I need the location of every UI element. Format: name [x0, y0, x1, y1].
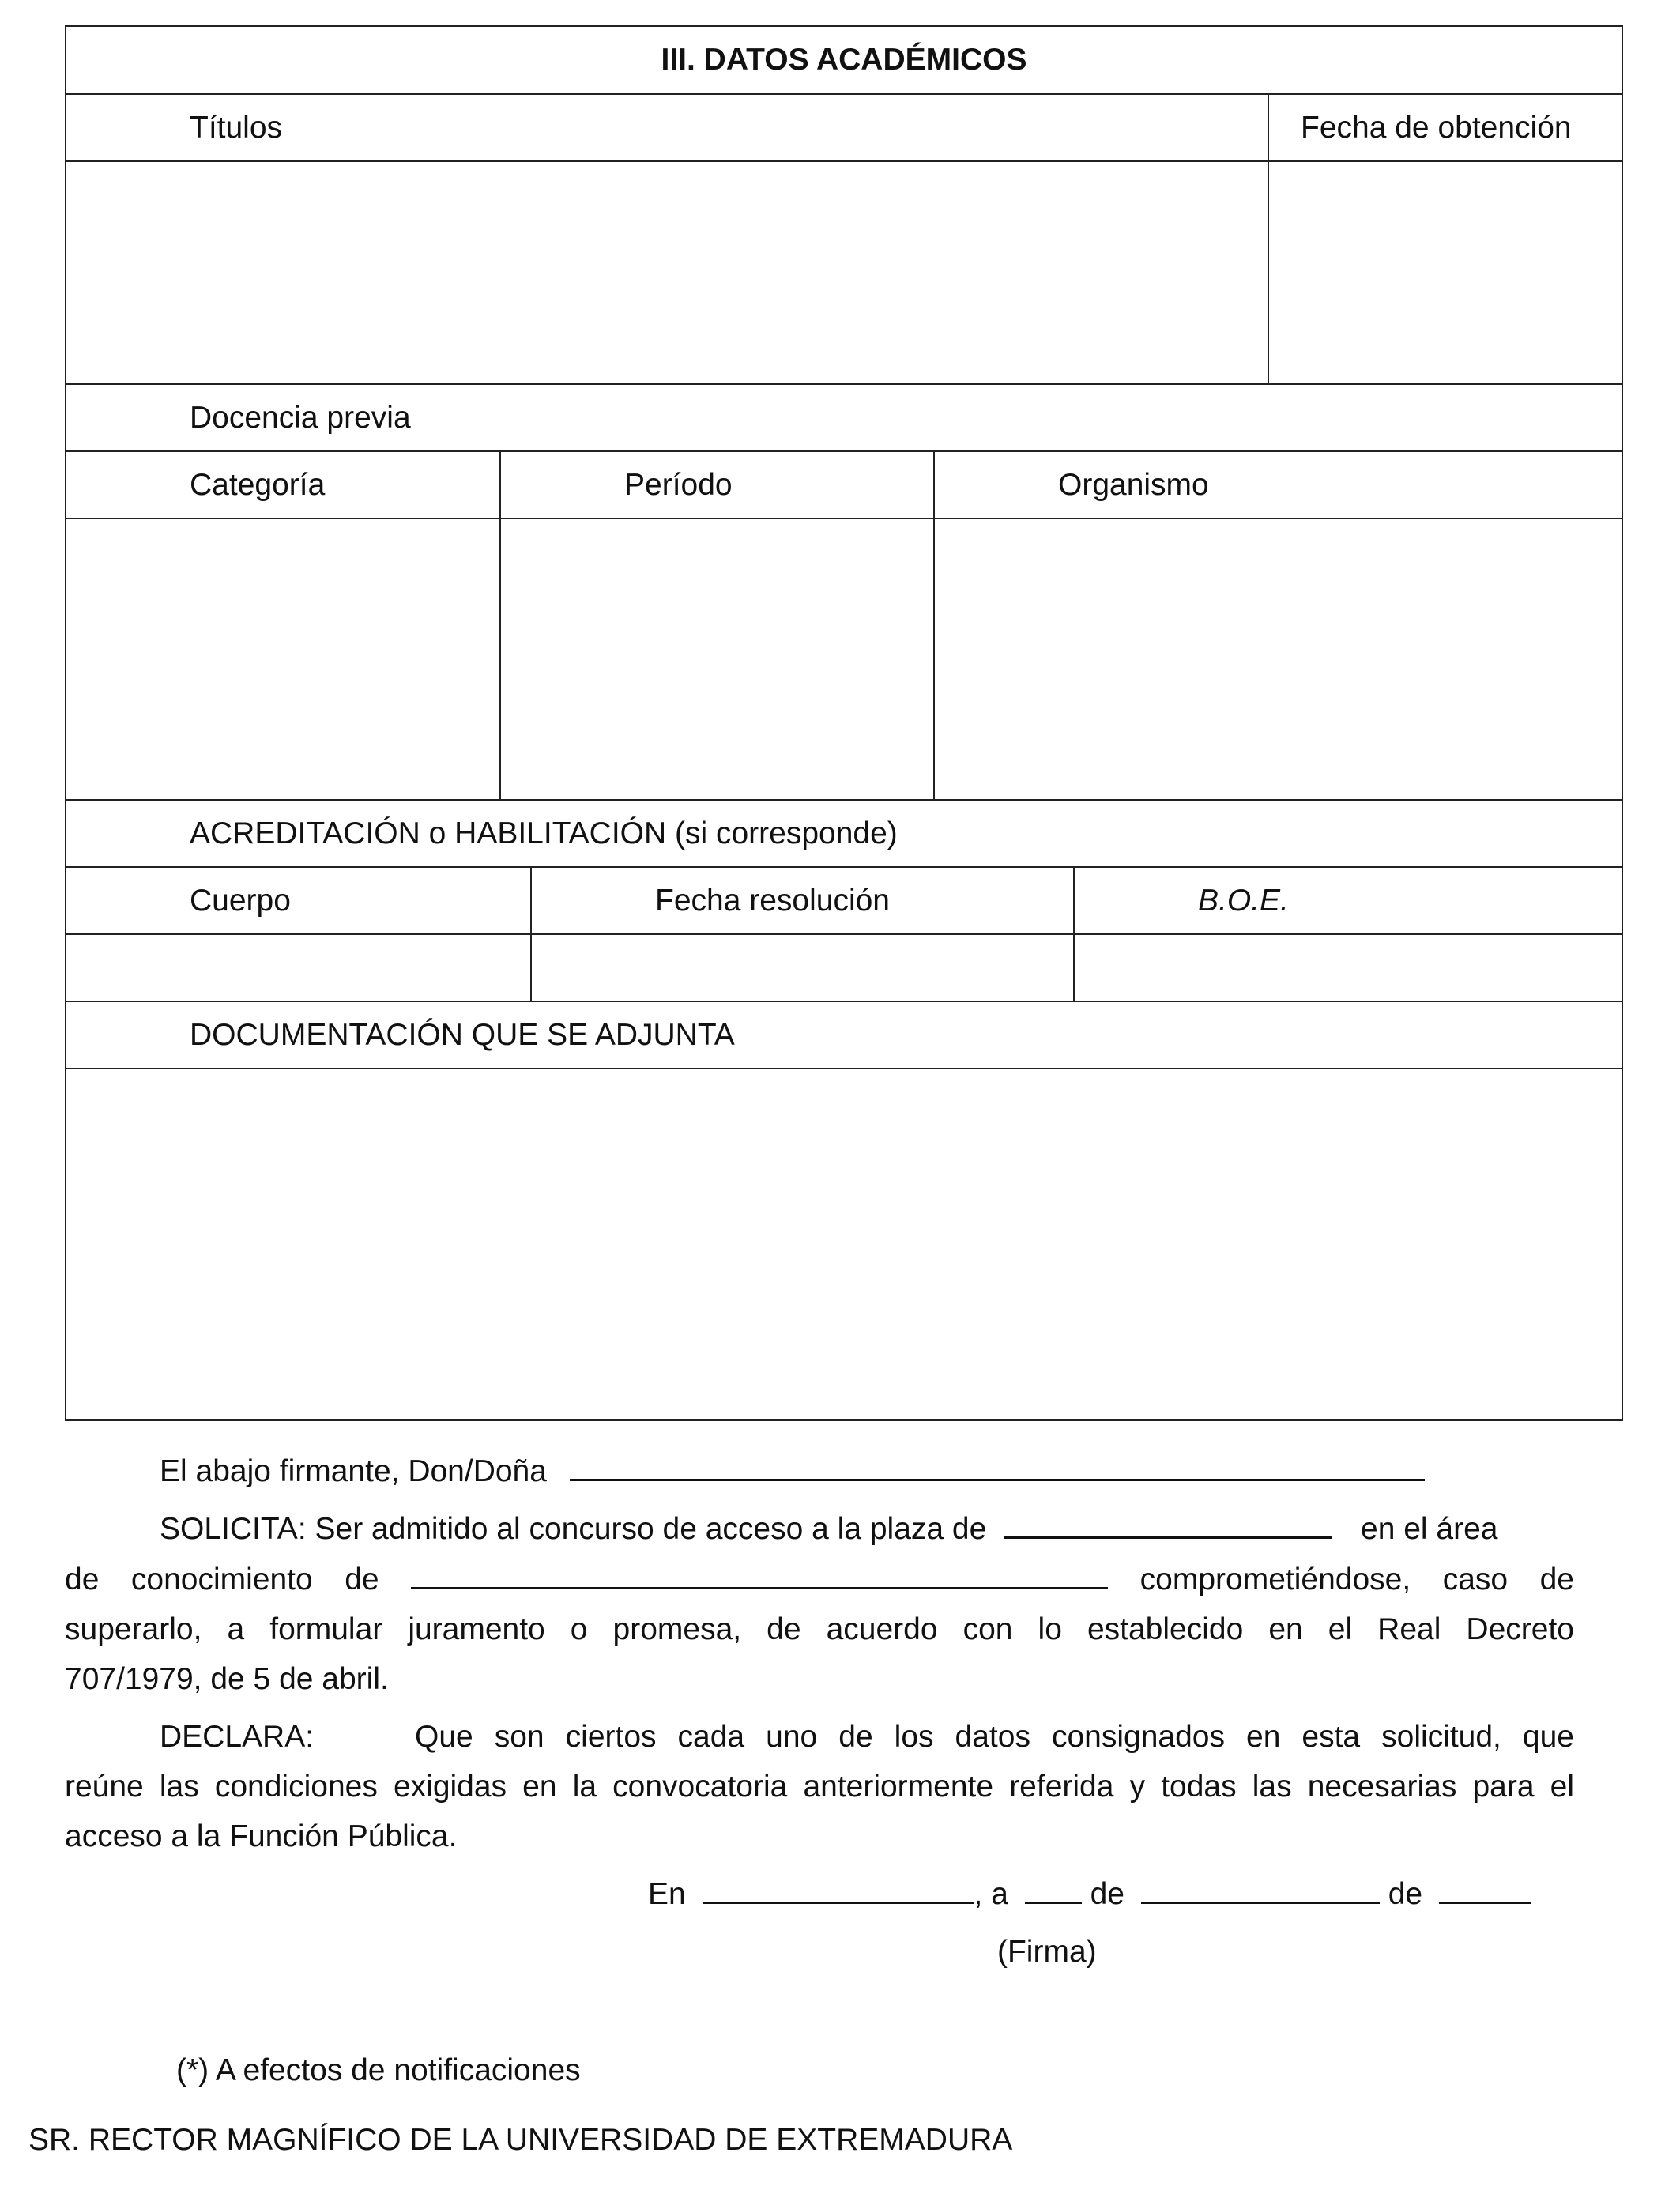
month-blank[interactable]	[1141, 1870, 1380, 1904]
solicita-label-part-b: en el área	[1361, 1512, 1498, 1546]
year-blank[interactable]	[1439, 1870, 1531, 1904]
fecha-obtencion-label: Fecha de obtención	[1301, 110, 1572, 145]
periodo-entry-field[interactable]	[501, 519, 935, 799]
categoria-label: Categoría	[190, 467, 326, 502]
year-label: de	[1388, 1877, 1423, 1911]
docencia-columns-row	[66, 452, 1622, 519]
solicita-line-1	[65, 1504, 1669, 1555]
academic-data-form	[65, 25, 1623, 1421]
titulos-entry-field[interactable]	[66, 162, 1269, 383]
declara-line-3: acceso a la Función Pública.	[65, 1819, 458, 1853]
addressee: SR. RECTOR MAGNÍFICO DE LA UNIVERSIDAD DE EXTREMADURA	[28, 2123, 1013, 2157]
boe-entry-field[interactable]	[1075, 935, 1622, 1001]
acreditacion-header-row	[66, 801, 1622, 868]
categoria-header-cell	[66, 452, 501, 518]
titulos-header-row	[66, 95, 1622, 162]
firmante-line	[65, 1446, 1669, 1497]
docencia-label: Docencia previa	[190, 400, 411, 435]
acreditacion-label: ACREDITACIÓN o HABILITACIÓN (si corresponde)	[190, 816, 898, 850]
fecha-resolucion-header-cell	[532, 868, 1075, 933]
footnote: (*) A efectos de notificaciones	[176, 2053, 581, 2087]
day-blank[interactable]	[1025, 1870, 1082, 1904]
fecha-obtencion-header-cell	[1269, 95, 1622, 160]
section-title-row	[66, 27, 1622, 95]
categoria-entry-field[interactable]	[66, 519, 501, 799]
solicita-line-4: 707/1979, de 5 de abril.	[65, 1662, 389, 1696]
month-label: de	[1090, 1877, 1124, 1911]
firmante-label: El abajo firmante, Don/Doña	[160, 1454, 547, 1488]
signature-place-date-line	[648, 1869, 1531, 1920]
documentacion-entry-field[interactable]	[66, 1069, 1622, 1419]
organismo-label: Organismo	[1058, 467, 1209, 502]
signature-label: (Firma)	[997, 1935, 1097, 1969]
solicita-line-2-part-b: comprometiéndose, caso de	[1139, 1563, 1574, 1596]
titulos-header-cell	[66, 95, 1269, 160]
declara-line-2: reúne las condiciones exigidas en la convocatoria anteriormente referida y todas las necesarias para el	[65, 1770, 1574, 1804]
organismo-entry-field[interactable]	[935, 519, 1622, 799]
plaza-blank[interactable]	[1004, 1505, 1332, 1539]
solicita-line-2	[65, 1555, 1574, 1605]
declara-label: DECLARA:	[160, 1720, 315, 1754]
periodo-header-cell	[501, 452, 935, 518]
place-blank[interactable]	[703, 1870, 974, 1904]
periodo-label: Período	[624, 467, 733, 502]
solicita-line-2-part-a: de conocimiento de	[65, 1563, 379, 1596]
documentacion-label: DOCUMENTACIÓN QUE SE ADJUNTA	[190, 1017, 735, 1052]
area-conocimiento-blank[interactable]	[411, 1555, 1108, 1589]
acreditacion-columns-row	[66, 868, 1622, 935]
declara-line-1-text: Que son ciertos cada uno de los datos consignados en esta solicitud, que	[415, 1720, 1574, 1754]
solicita-label-part-a: SOLICITA: Ser admitido al concurso de acceso a la plaza de	[160, 1512, 987, 1546]
place-label: En	[648, 1877, 686, 1911]
cuerpo-label: Cuerpo	[190, 883, 291, 918]
organismo-header-cell	[935, 452, 1622, 518]
solicita-line-3: superarlo, a formular juramento o promesa, de acuerdo con lo establecido en el Real Decreto	[65, 1612, 1574, 1646]
fecha-resolucion-entry-field[interactable]	[532, 935, 1075, 1001]
fecha-resolucion-label: Fecha resolución	[655, 883, 890, 918]
titulos-label: Títulos	[190, 110, 283, 145]
cuerpo-entry-field[interactable]	[66, 935, 532, 1001]
cuerpo-header-cell	[66, 868, 532, 933]
boe-header-cell	[1075, 868, 1622, 933]
boe-label: B.O.E.	[1198, 883, 1289, 918]
docencia-entry-row	[66, 519, 1622, 801]
day-label: , a	[974, 1877, 1008, 1911]
titulos-entry-row	[66, 162, 1622, 385]
fecha-obtencion-entry-field[interactable]	[1269, 162, 1622, 383]
firmante-name-blank[interactable]	[570, 1447, 1425, 1481]
documentacion-header-row	[66, 1002, 1622, 1069]
docencia-header-row	[66, 385, 1622, 452]
section-title: III. DATOS ACADÉMICOS	[661, 43, 1027, 77]
acreditacion-entry-row	[66, 935, 1622, 1002]
